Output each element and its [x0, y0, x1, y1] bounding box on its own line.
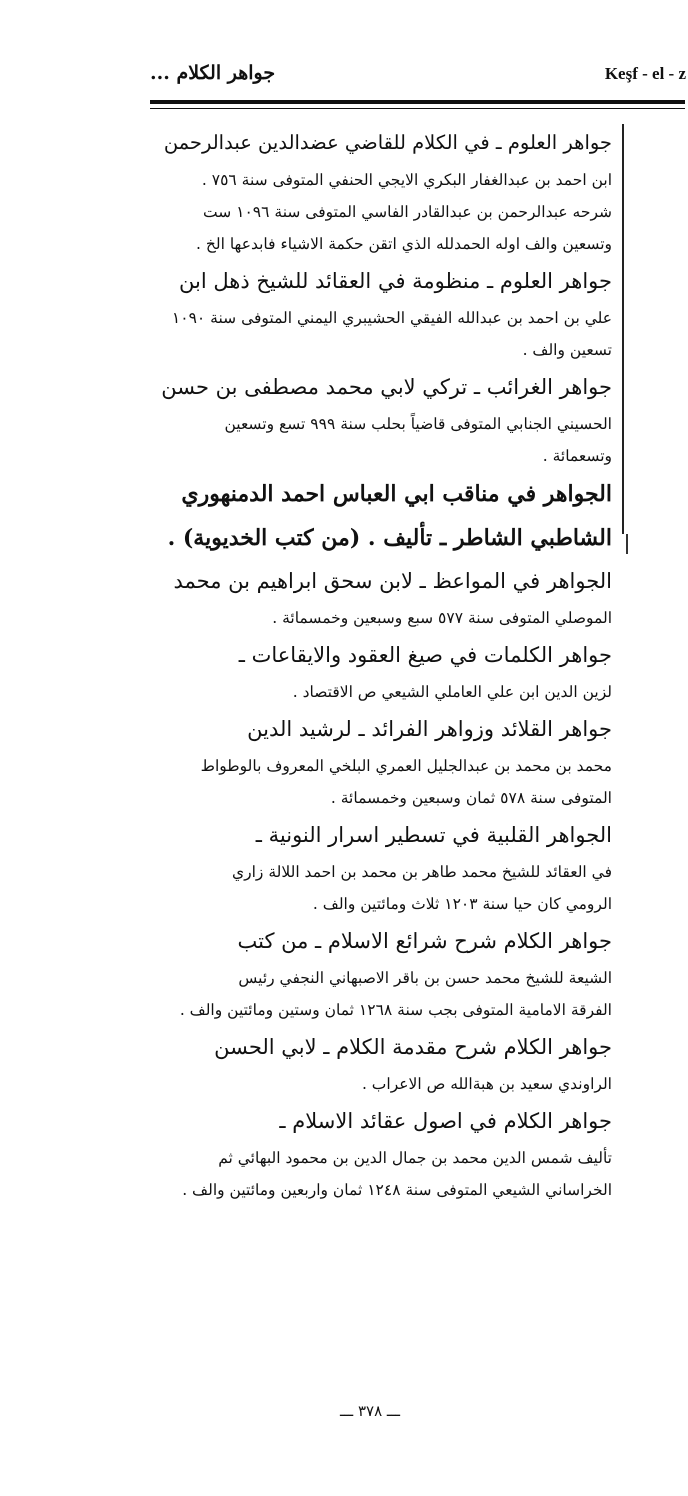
- entry-line: الموصلي المتوفى سنة ٥٧٧ سبع وسبعين وخمسمائة .: [272, 609, 612, 627]
- entry-line: تأليف شمس الدين محمد بن جمال الدين بن محمود البهائي ثم: [218, 1149, 612, 1167]
- entry-heading-line: جواهر القلائد وزواهر الفرائد ـ لرشيد الدين: [247, 717, 612, 741]
- entry-line: الرومي كان حيا سنة ١٢٠٣ ثلاث ومائتين والف .: [312, 895, 612, 913]
- header-catalog-mark: Keşf - el - z: [604, 64, 686, 83]
- header-rule-thick: [150, 100, 685, 104]
- running-header: [150, 62, 688, 96]
- entry-line: الفرقة الامامية المتوفى بجب سنة ١٢٦٨ ثمان وستين ومائتين والف .: [179, 1001, 612, 1019]
- entry: [160, 1100, 612, 1206]
- entry-heading-line: جواهر الكلام شرح مقدمة الكلام ـ لابي الحسن: [214, 1035, 612, 1059]
- entry-line: محمد بن محمد بن عبدالجليل العمري البلخي المعروف بالوطواط: [200, 757, 612, 775]
- entry-line: شرحه عبدالرحمن بن عبدالقادر الفاسي المتوفى سنة ١٠٩٦ ست: [203, 203, 612, 221]
- entry-heading-line: جواهر الغرائب ـ تركي لابي محمد مصطفى بن حسن: [161, 375, 612, 399]
- entry-list: [160, 122, 612, 1206]
- entry-line: وتسعمائة .: [542, 447, 612, 465]
- page-number: ـــ ٣٧٨ ـــ: [340, 1402, 401, 1420]
- entry: [160, 560, 612, 634]
- entry-heading-line: جواهر الكلام شرح شرائع الاسلام ـ من كتب: [237, 929, 612, 953]
- entry: [160, 122, 612, 260]
- header-rule-thin: [150, 108, 685, 109]
- entry-line: تسعين والف .: [522, 341, 612, 359]
- entry-line: لزين الدين ابن علي العاملي الشيعي ص الاقتصاد .: [292, 683, 612, 701]
- entry: [160, 920, 612, 1026]
- entry-line: علي بن احمد بن عبدالله الفيقي الحشيبري اليمني المتوفى سنة ١٠٩٠: [171, 309, 612, 327]
- entry-heading-line: الشاطبي الشاطر ـ تأليف . (من كتب الخديوية) .: [167, 525, 612, 551]
- entry-heading-line: جواهر العلوم ـ في الكلام للقاضي عضدالدين عبدالرحمن: [163, 131, 612, 154]
- entry-line: وتسعين والف اوله الحمدلله الذي اتقن حكمة الاشياء فابدعها الخ .: [196, 235, 612, 253]
- entry: [160, 1026, 612, 1100]
- header-title: جواهر الكلام ...: [150, 62, 276, 84]
- entry: [160, 708, 612, 814]
- entry-line: الراوندي سعيد بن هبةالله ص الاعراب .: [361, 1075, 612, 1093]
- entry-heading-line: الجواهر في المواعظ ـ لابن سحق ابراهيم بن محمد: [173, 569, 612, 593]
- entry-heading-line: الجواهر القلبية في تسطير اسرار النونية ـ: [255, 823, 612, 847]
- margin-bar: [622, 124, 624, 534]
- entry: [160, 634, 612, 708]
- entry-heading-line: جواهر الكلمات في صيغ العقود والايقاعات ـ: [238, 643, 612, 667]
- entry: [160, 260, 612, 366]
- entry: [160, 366, 612, 472]
- entry-line: المتوفى سنة ٥٧٨ ثمان وسبعين وخمسمائة .: [330, 789, 612, 807]
- entry-heading-line: الجواهر في مناقب ابي العباس احمد الدمنهوري: [181, 481, 612, 507]
- entry-line: في العقائد للشيخ محمد طاهر بن محمد بن احمد اللالة زاري: [231, 863, 612, 881]
- entry: [160, 472, 612, 560]
- entry-heading-line: جواهر الكلام في اصول عقائد الاسلام ـ: [279, 1109, 612, 1133]
- entry-line: الحسيني الجنابي المتوفى قاضياً بحلب سنة ٩٩٩ تسع وتسعين: [224, 415, 612, 433]
- entry-line: ابن احمد بن عبدالغفار البكري الايجي الحنفي المتوفى سنة ٧٥٦ .: [201, 171, 612, 189]
- entry: [160, 814, 612, 920]
- margin-tick: [626, 534, 628, 554]
- entry-heading-line: جواهر العلوم ـ منظومة في العقائد للشيخ ذهل ابن: [179, 269, 612, 293]
- entry-line: الخراساني الشيعي المتوفى سنة ١٢٤٨ ثمان واربعين ومائتين والف .: [182, 1181, 612, 1199]
- entry-line: الشيعة للشيخ محمد حسن بن باقر الاصبهاني النجفي رئيس: [238, 969, 612, 987]
